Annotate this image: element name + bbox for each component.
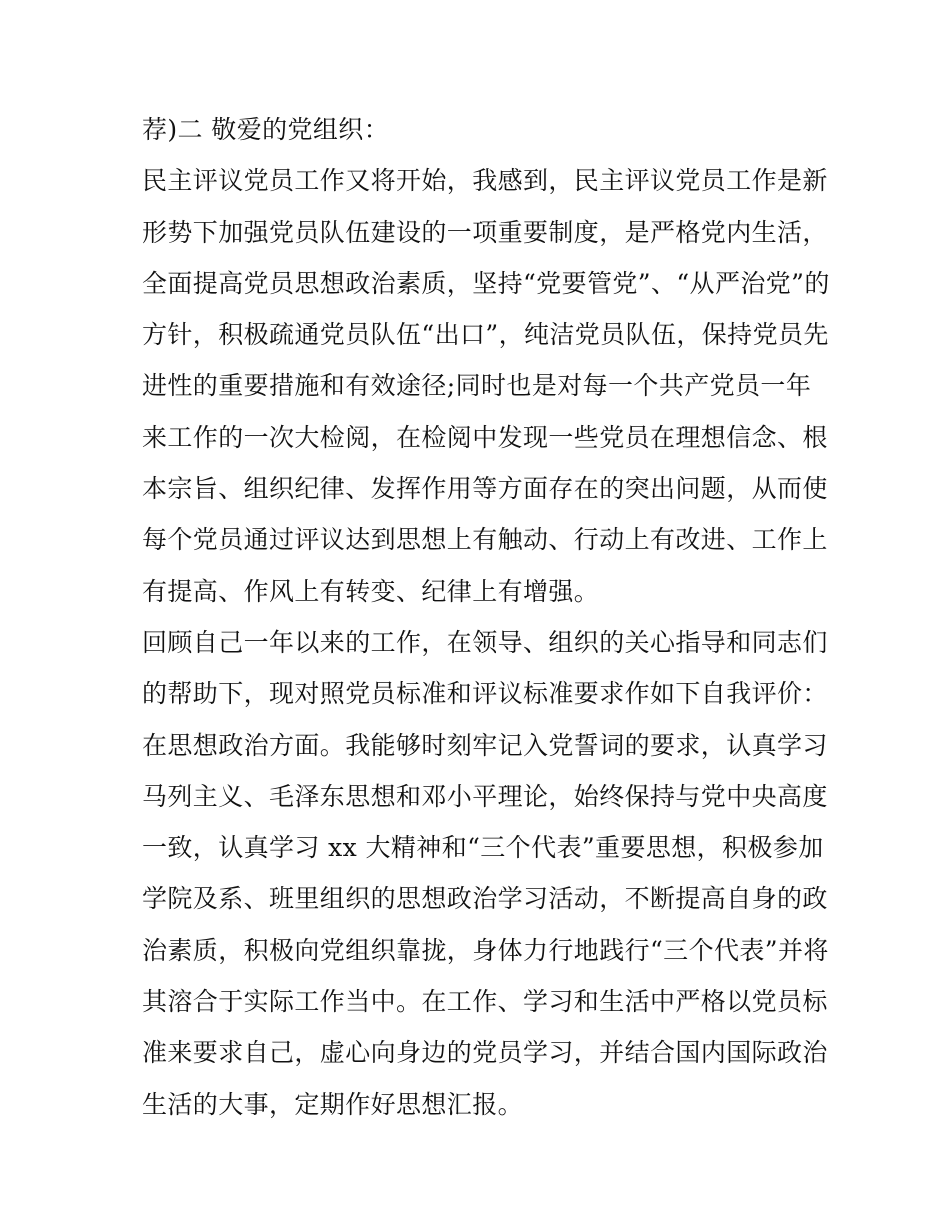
text-line: 准来要求自己，虚心向身边的党员学习，并结合国内国际政治 (142, 1038, 828, 1068)
text-line: 在思想政治方面。我能够时刻牢记入党誓词的要求，认真学习 (142, 730, 828, 760)
text-line: 其溶合于实际工作当中。在工作、学习和生活中严格以党员标 (142, 987, 828, 1017)
text-line: 荐)二 敬爱的党组织： (142, 115, 390, 144)
text-line: 马列主义、毛泽东思想和邓小平理论，始终保持与党中央高度 (142, 781, 828, 811)
text-line: 回顾自己一年以来的工作，在领导、组织的关心指导和同志们 (142, 627, 828, 657)
text-line: 治素质，积极向党组织靠拢，身体力行地践行“三个代表”并将 (142, 935, 829, 965)
text-line: 学院及系、班里组织的思想政治学习活动，不断提高自身的政 (142, 884, 828, 914)
text-line: 有提高、作风上有转变、纪律上有增强。 (142, 576, 600, 606)
text-line: 民主评议党员工作又将开始，我感到，民主评议党员工作是新 (142, 166, 828, 196)
text-line: 全面提高党员思想政治素质，坚持“党要管党”、“从严治党”的 (142, 268, 830, 298)
text-line: 方针，积极疏通党员队伍“出口”，纯洁党员队伍，保持党员先 (142, 320, 829, 350)
text-line: 每个党员通过评议达到思想上有触动、行动上有改进、工作上 (142, 525, 828, 555)
text-line: 来工作的一次大检阅，在检阅中发现一些党员在理想信念、根 (142, 422, 828, 452)
text-line: 生活的大事，定期作好思想汇报。 (142, 1089, 524, 1119)
text-line: 的帮助下，现对照党员标准和评议标准要求作如下自我评价： (142, 679, 828, 709)
text-line: 本宗旨、组织纪律、发挥作用等方面存在的突出问题，从而使 (142, 474, 828, 504)
text-line: 一致，认真学习 xx 大精神和“三个代表”重要思想，积极参加 (142, 833, 824, 863)
text-line: 进性的重要措施和有效途径;同时也是对每一个共产党员一年 (142, 371, 812, 401)
document-body (142, 104, 830, 1130)
text-line: 形势下加强党员队伍建设的一项重要制度，是严格党内生活， (142, 217, 828, 247)
